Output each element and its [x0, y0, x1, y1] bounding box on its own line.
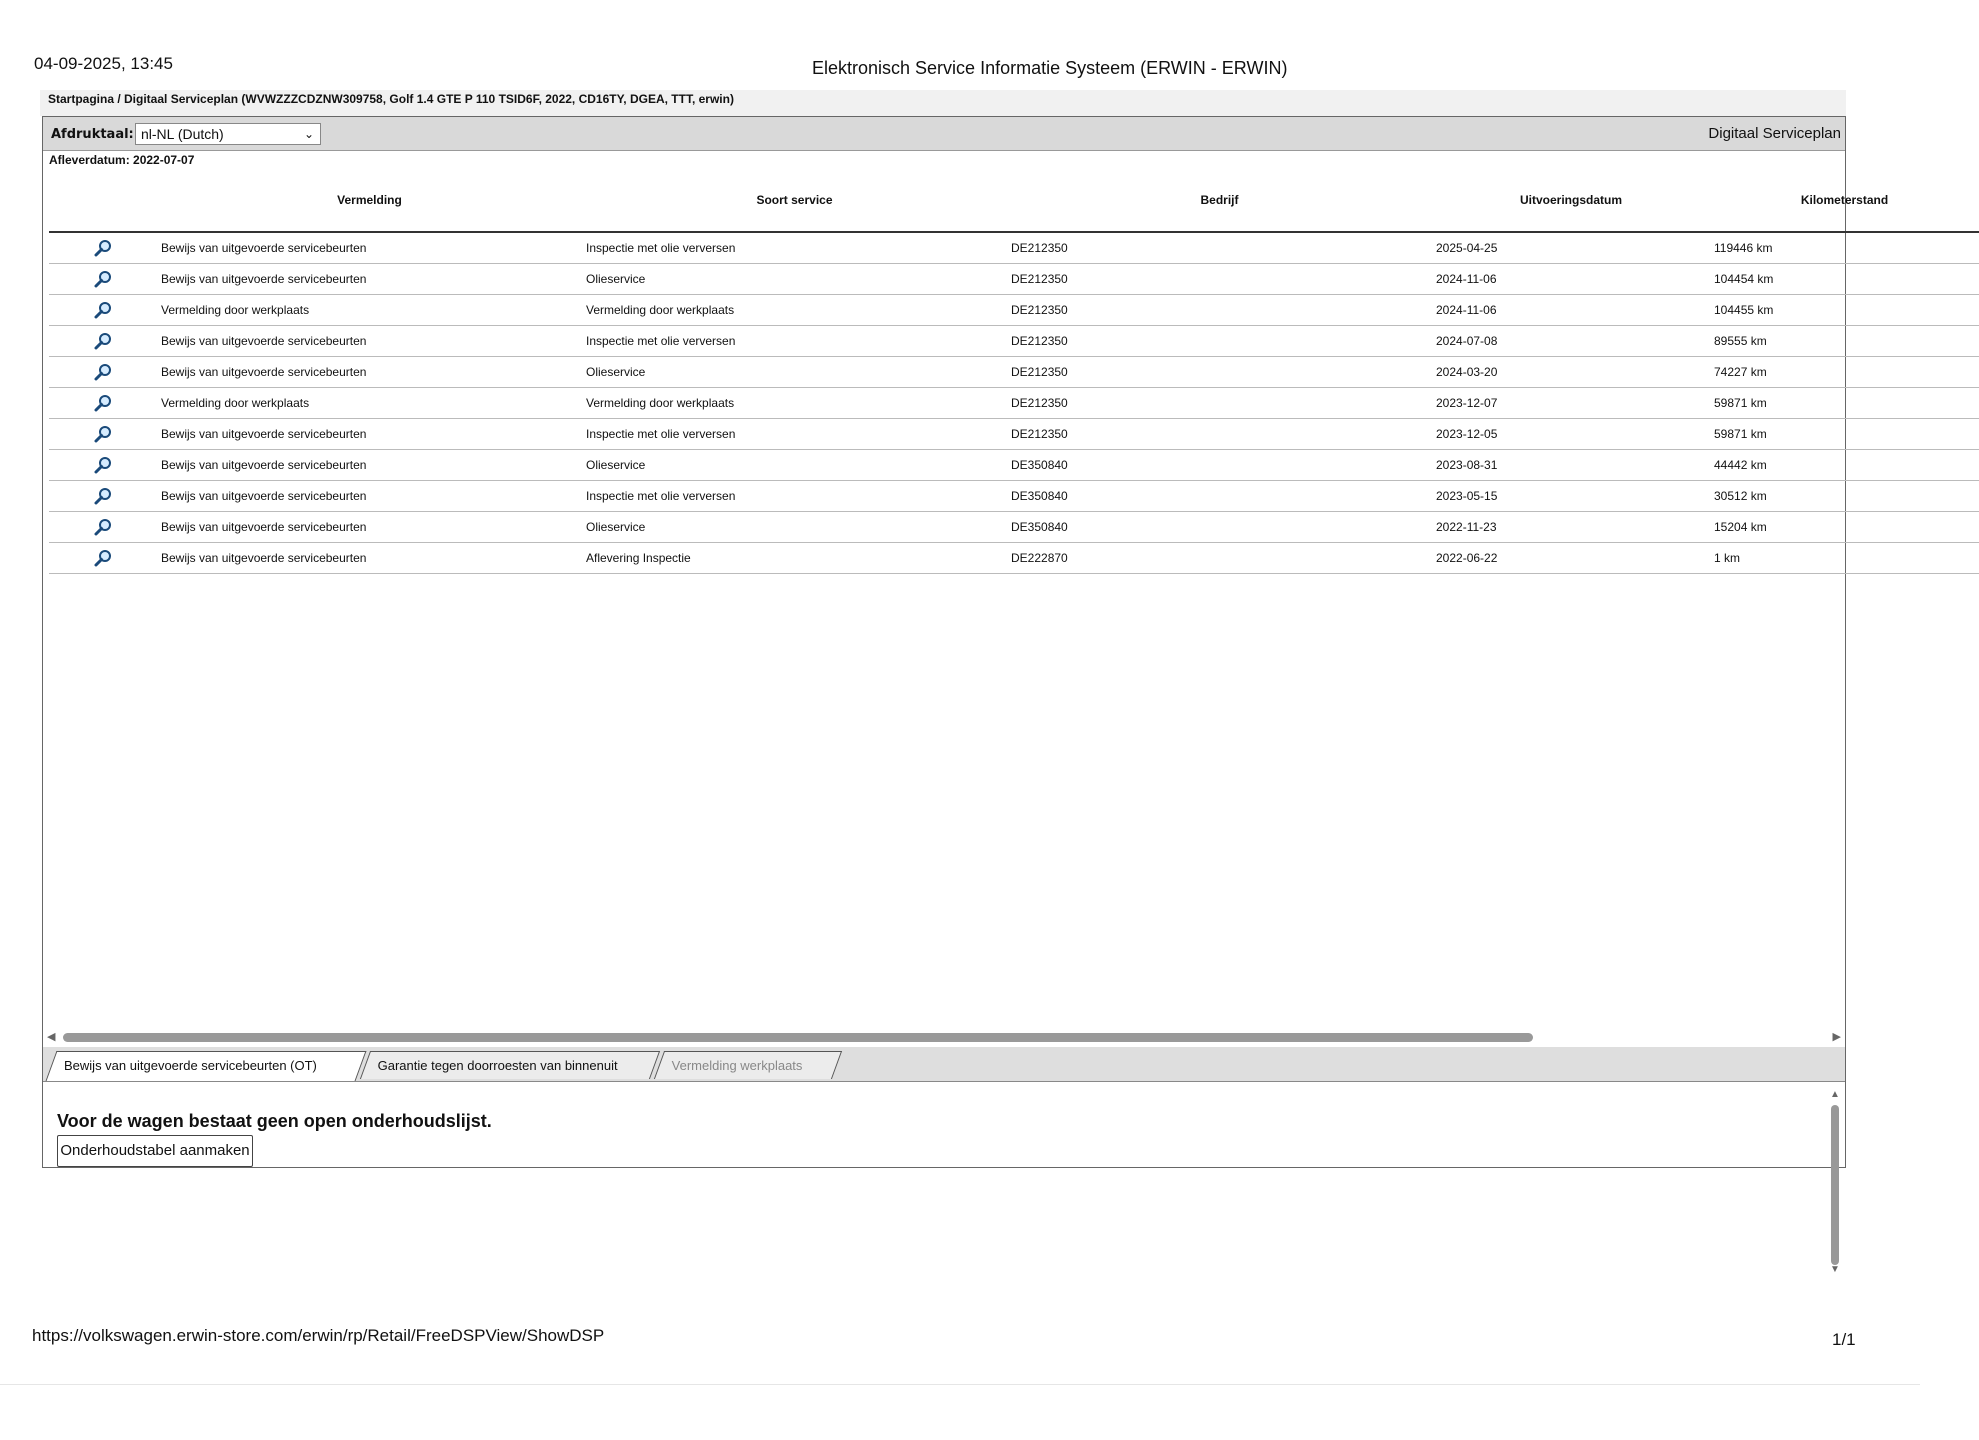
magnifier-icon[interactable] — [94, 239, 112, 257]
cell-soort-service: Inspectie met olie verversen — [582, 326, 1007, 357]
cell-uitvoeringsdatum: 2024-03-20 — [1432, 357, 1710, 388]
delivery-date: Afleverdatum: 2022-07-07 — [49, 153, 195, 167]
cell-vermelding: Vermelding door werkplaats — [157, 388, 582, 419]
vertical-scroll-thumb[interactable] — [1831, 1105, 1839, 1265]
magnifier-icon[interactable] — [94, 363, 112, 381]
cell-vermelding: Bewijs van uitgevoerde servicebeurten — [157, 481, 582, 512]
row-icon-cell[interactable] — [49, 512, 157, 543]
print-title: Elektronisch Service Informatie Systeem (ERWIN - ERWIN) — [812, 58, 1288, 78]
maintenance-panel — [43, 1081, 1845, 1167]
cell-kilometerstand: 104455 km — [1710, 295, 1979, 326]
cell-kilometerstand: 89555 km — [1710, 326, 1979, 357]
cell-bedrijf: DE350840 — [1007, 512, 1432, 543]
panel-title: Digitaal Serviceplan — [1708, 125, 1841, 142]
table-viewport — [43, 169, 1889, 1029]
print-url: https://volkswagen.erwin-store.com/erwin/rp/Retail/FreeDSPView/ShowDSP — [32, 1326, 605, 1345]
cell-uitvoeringsdatum: 2024-11-06 — [1432, 295, 1710, 326]
cell-uitvoeringsdatum: 2024-07-08 — [1432, 326, 1710, 357]
cell-soort-service: Inspectie met olie verversen — [582, 419, 1007, 450]
language-select-value: nl-NL (Dutch) — [141, 126, 224, 142]
cell-bedrijf: DE222870 — [1007, 543, 1432, 574]
row-icon-cell[interactable] — [49, 264, 157, 295]
horizontal-scroll-thumb[interactable] — [63, 1033, 1533, 1042]
table-row[interactable] — [49, 264, 1979, 295]
cell-kilometerstand: 74227 km — [1710, 357, 1979, 388]
table-row[interactable] — [49, 326, 1979, 357]
cell-soort-service: Olieservice — [582, 357, 1007, 388]
print-page-number: 1/1 — [1832, 1330, 1856, 1349]
magnifier-icon[interactable] — [94, 518, 112, 536]
vertical-scrollbar[interactable] — [1827, 1083, 1843, 1281]
cell-uitvoeringsdatum: 2023-12-07 — [1432, 388, 1710, 419]
cell-soort-service: Aflevering Inspectie — [582, 543, 1007, 574]
cell-vermelding: Bewijs van uitgevoerde servicebeurten — [157, 543, 582, 574]
cell-soort-service: Vermelding door werkplaats — [582, 295, 1007, 326]
cell-bedrijf: DE212350 — [1007, 388, 1432, 419]
cell-kilometerstand: 59871 km — [1710, 419, 1979, 450]
cell-kilometerstand: 104454 km — [1710, 264, 1979, 295]
table-row[interactable] — [49, 481, 1979, 512]
magnifier-icon[interactable] — [94, 425, 112, 443]
tab-doorroesten[interactable] — [360, 1051, 660, 1079]
tab-bar — [43, 1047, 1845, 1082]
cell-uitvoeringsdatum: 2023-08-31 — [1432, 450, 1710, 481]
table-row[interactable] — [49, 543, 1979, 574]
service-plan-panel — [42, 116, 1889, 1275]
table-row[interactable] — [49, 295, 1979, 326]
column-header-kilometerstand[interactable]: Kilometerstand — [1710, 169, 1979, 232]
column-header-vermelding[interactable]: Vermelding — [157, 169, 582, 232]
column-header-icon — [49, 169, 157, 232]
cell-bedrijf: DE212350 — [1007, 232, 1432, 264]
cell-vermelding: Bewijs van uitgevoerde servicebeurten — [157, 357, 582, 388]
breadcrumb-text[interactable]: Startpagina / Digitaal Serviceplan (WVWZZZCDZNW309758, Golf 1.4 GTE P 110 TSID6F, 2022, CD16TY, DGEA, TTT, erwin) — [48, 92, 734, 106]
cell-kilometerstand: 119446 km — [1710, 232, 1979, 264]
magnifier-icon[interactable] — [94, 332, 112, 350]
cell-kilometerstand: 44442 km — [1710, 450, 1979, 481]
column-header-bedrijf[interactable]: Bedrijf — [1007, 169, 1432, 232]
cell-vermelding: Bewijs van uitgevoerde servicebeurten — [157, 419, 582, 450]
column-header-soort-service[interactable]: Soort service — [582, 169, 1007, 232]
scroll-down-icon[interactable]: ▼ — [1830, 1264, 1840, 1275]
cell-bedrijf: DE350840 — [1007, 481, 1432, 512]
cell-uitvoeringsdatum: 2023-05-15 — [1432, 481, 1710, 512]
row-icon-cell[interactable] — [49, 357, 157, 388]
cell-uitvoeringsdatum: 2023-12-05 — [1432, 419, 1710, 450]
magnifier-icon[interactable] — [94, 487, 112, 505]
row-icon-cell[interactable] — [49, 388, 157, 419]
create-maintenance-table-button[interactable]: Onderhoudstabel aanmaken — [57, 1135, 253, 1167]
scroll-left-icon[interactable]: ◀ — [47, 1031, 56, 1043]
cell-bedrijf: DE212350 — [1007, 357, 1432, 388]
cell-vermelding: Bewijs van uitgevoerde servicebeurten — [157, 232, 582, 264]
print-datetime: 04-09-2025, 13:45 — [34, 54, 173, 73]
cell-bedrijf: DE212350 — [1007, 419, 1432, 450]
toolbar — [43, 117, 1845, 151]
cell-uitvoeringsdatum: 2022-06-22 — [1432, 543, 1710, 574]
horizontal-scrollbar[interactable] — [43, 1029, 1845, 1047]
chevron-down-icon: ⌄ — [303, 127, 314, 141]
service-history-table — [49, 169, 1979, 574]
tab-label: Garantie tegen doorroesten van binnenuit — [377, 1058, 618, 1073]
row-icon-cell[interactable] — [49, 326, 157, 357]
cell-soort-service: Vermelding door werkplaats — [582, 388, 1007, 419]
breadcrumb[interactable] — [40, 90, 1846, 116]
cell-vermelding: Vermelding door werkplaats — [157, 295, 582, 326]
cell-bedrijf: DE212350 — [1007, 264, 1432, 295]
table-row[interactable] — [49, 232, 1979, 264]
cell-kilometerstand: 1 km — [1710, 543, 1979, 574]
row-icon-cell[interactable] — [49, 481, 157, 512]
language-label: Afdruktaal: — [51, 127, 134, 142]
cell-soort-service: Olieservice — [582, 450, 1007, 481]
maintenance-message: Voor de wagen bestaat geen open onderhoudslijst. — [57, 1111, 492, 1131]
cell-bedrijf: DE212350 — [1007, 295, 1432, 326]
table-row[interactable] — [49, 357, 1979, 388]
cell-bedrijf: DE212350 — [1007, 326, 1432, 357]
cell-soort-service: Inspectie met olie verversen — [582, 481, 1007, 512]
cell-vermelding: Bewijs van uitgevoerde servicebeurten — [157, 450, 582, 481]
row-icon-cell[interactable] — [49, 295, 157, 326]
magnifier-icon[interactable] — [94, 270, 112, 288]
row-icon-cell[interactable] — [49, 419, 157, 450]
table-row[interactable] — [49, 388, 1979, 419]
cell-kilometerstand: 30512 km — [1710, 481, 1979, 512]
table-row[interactable] — [49, 512, 1979, 543]
row-icon-cell[interactable] — [49, 543, 157, 574]
cell-uitvoeringsdatum: 2025-04-25 — [1432, 232, 1710, 264]
language-select[interactable] — [135, 123, 321, 145]
table-row[interactable] — [49, 450, 1979, 481]
table-row[interactable] — [49, 419, 1979, 450]
cell-vermelding: Bewijs van uitgevoerde servicebeurten — [157, 512, 582, 543]
page-divider — [0, 1384, 1920, 1385]
scroll-up-icon[interactable]: ▲ — [1830, 1089, 1840, 1100]
column-header-uitvoeringsdatum[interactable]: Uitvoeringsdatum — [1432, 169, 1710, 232]
cell-uitvoeringsdatum: 2024-11-06 — [1432, 264, 1710, 295]
cell-kilometerstand: 15204 km — [1710, 512, 1979, 543]
scroll-right-icon[interactable]: ▶ — [1832, 1031, 1841, 1043]
cell-soort-service: Inspectie met olie verversen — [582, 232, 1007, 264]
row-icon-cell[interactable] — [49, 232, 157, 264]
cell-soort-service: Olieservice — [582, 264, 1007, 295]
tab-servicebeurten[interactable] — [46, 1051, 367, 1081]
cell-vermelding: Bewijs van uitgevoerde servicebeurten — [157, 264, 582, 295]
magnifier-icon[interactable] — [94, 549, 112, 567]
magnifier-icon[interactable] — [94, 301, 112, 319]
cell-kilometerstand: 59871 km — [1710, 388, 1979, 419]
magnifier-icon[interactable] — [94, 394, 112, 412]
magnifier-icon[interactable] — [94, 456, 112, 474]
cell-vermelding: Bewijs van uitgevoerde servicebeurten — [157, 326, 582, 357]
cell-uitvoeringsdatum: 2022-11-23 — [1432, 512, 1710, 543]
tab-vermelding-werkplaats[interactable] — [654, 1051, 842, 1079]
tab-label: Vermelding werkplaats — [671, 1058, 803, 1073]
row-icon-cell[interactable] — [49, 450, 157, 481]
cell-bedrijf: DE350840 — [1007, 450, 1432, 481]
table-header-row — [49, 169, 1979, 232]
cell-soort-service: Olieservice — [582, 512, 1007, 543]
tab-label: Bewijs van uitgevoerde servicebeurten (OT) — [64, 1058, 317, 1073]
